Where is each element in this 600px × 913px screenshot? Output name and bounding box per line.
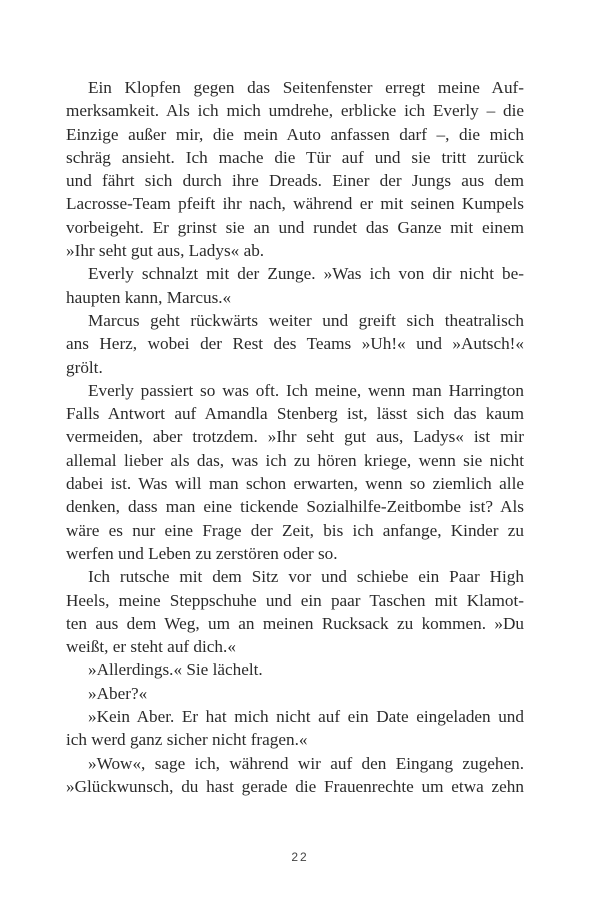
- text-line: »Wow«, sage ich, während wir auf den Eingang zugehen.: [88, 753, 524, 773]
- text-line: ans Herz, wobei der Rest des Teams »Uh!« und »Autsch!«: [66, 334, 524, 354]
- text-line: Ich rutsche mit dem Sitz vor und schiebe ein Paar High: [88, 567, 524, 587]
- text-line: Heels, meine Steppschuhe und ein paar Taschen mit Klamot-: [66, 590, 524, 610]
- text-line: allemal lieber als das, was ich zu hören kriege, wenn sie nicht: [66, 450, 524, 470]
- text-line: Einzige außer mir, die mein Auto anfassen darf –, die mich: [66, 124, 524, 144]
- text-line: Marcus geht rückwärts weiter und greift sich theatralisch: [88, 310, 524, 330]
- text-line: vermeiden, aber trotzdem. »Ihr seht gut aus, Ladys« ist mir: [66, 427, 524, 447]
- body-text: [66, 76, 524, 798]
- text-line: und fährt sich durch ihre Dreads. Einer der Jungs aus dem: [66, 171, 524, 191]
- text-line: »Allerdings.« Sie lächelt.: [88, 660, 263, 680]
- page-number: 22: [291, 850, 309, 864]
- text-line: »Glückwunsch, du hast gerade die Frauenrechte um etwa zehn: [66, 776, 524, 796]
- text-line: »Ihr seht gut aus, Ladys« ab.: [66, 241, 265, 261]
- text-line: vorbeigeht. Er grinst sie an und rundet das Ganze mit einem: [66, 217, 524, 237]
- text-line: wäre es nur eine Frage der Zeit, bis ich anfange, Kinder zu: [66, 520, 524, 540]
- text-line: ten aus dem Weg, um an meinen Rucksack zu kommen. »Du: [66, 613, 524, 633]
- text-line: denken, dass man eine tickende Sozialhilfe-Zeitbombe ist? Als: [66, 497, 524, 517]
- text-line: merksamkeit. Als ich mich umdrehe, erblicke ich Everly – die: [66, 101, 524, 121]
- text-line: »Aber?«: [88, 683, 148, 703]
- text-line: Everly passiert so was oft. Ich meine, wenn man Harrington: [88, 380, 524, 400]
- text-line: werfen und Leben zu zerstören oder so.: [66, 543, 338, 563]
- text-line: »Kein Aber. Er hat mich nicht auf ein Date eingeladen und: [88, 707, 524, 727]
- text-line: Ein Klopfen gegen das Seitenfenster erregt meine Auf-: [88, 78, 524, 97]
- text-line: schräg ansieht. Ich mache die Tür auf und sie tritt zurück: [66, 147, 524, 167]
- text-line: Lacrosse-Team pfeift ihr nach, während er mit seinen Kumpels: [66, 194, 524, 214]
- text-line: dabei ist. Was will man schon erwarten, wenn so ziemlich alle: [66, 474, 524, 494]
- text-line: haupten kann, Marcus.«: [66, 287, 232, 307]
- text-line: Falls Antwort auf Amandla Stenberg ist, lässt sich das kaum: [66, 404, 524, 424]
- text-line: ich werd ganz sicher nicht fragen.«: [66, 730, 308, 750]
- text-line: Everly schnalzt mit der Zunge. »Was ich von dir nicht be-: [88, 264, 524, 284]
- text-line: grölt.: [66, 357, 103, 377]
- text-line: weißt, er steht auf dich.«: [66, 637, 236, 657]
